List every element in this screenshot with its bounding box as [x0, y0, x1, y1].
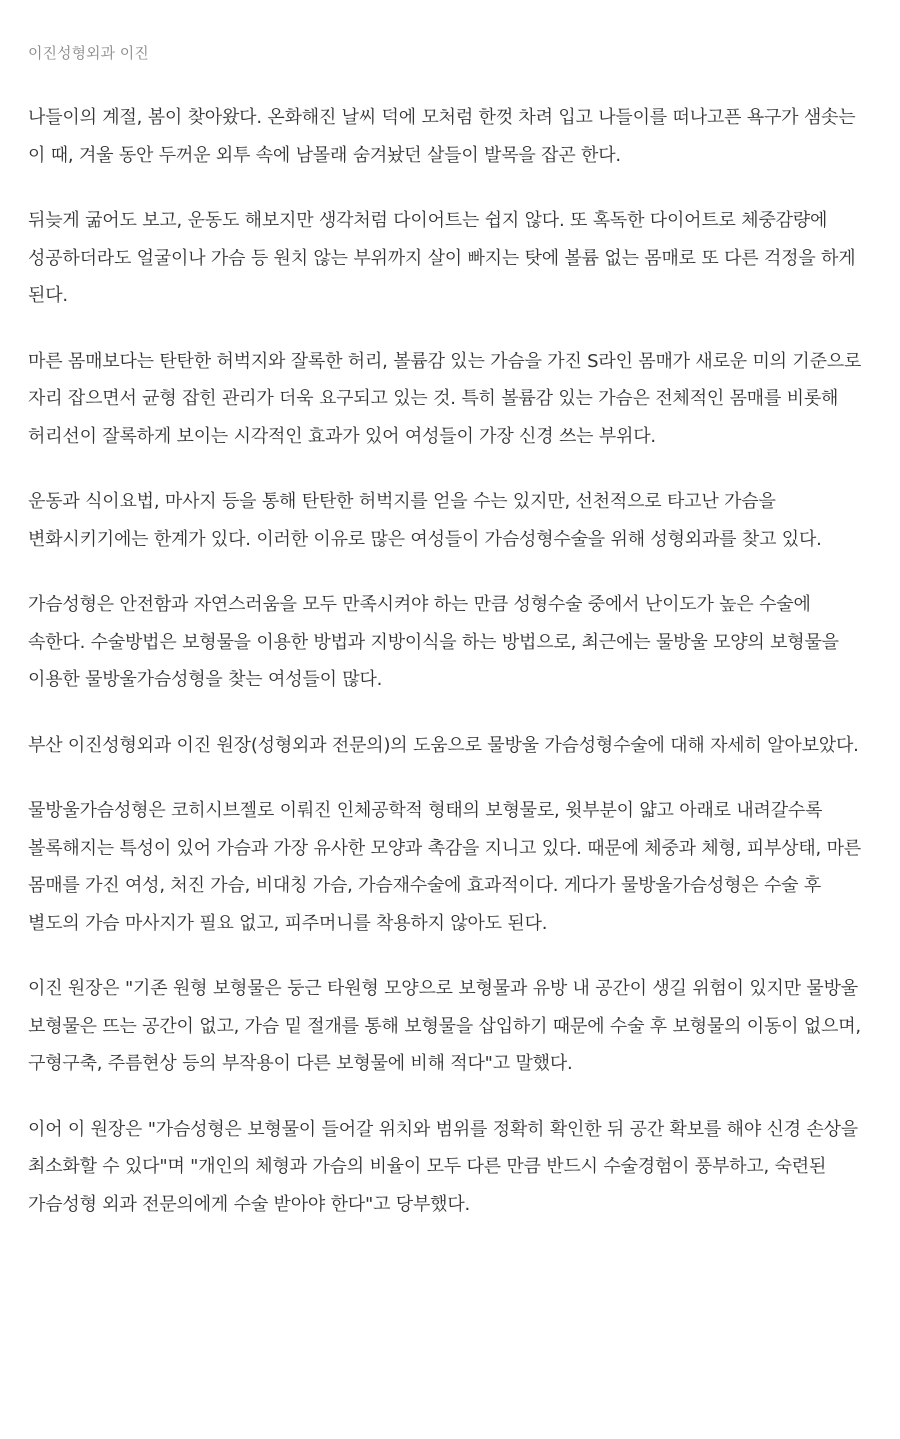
paragraph-6: 부산 이진성형외과 이진 원장(성형외과 전문의)의 도움으로 물방울 가슴성형수술에 대해 자세히 알아보았다. [28, 734, 859, 756]
paragraph-9: 이어 이 원장은 "가슴성형은 보형물이 들어갈 위치와 범위를 정확히 확인한 뒤 공간 확보를 해야 신경 손상을 최소화할 수 있다"며 "개인의 체형과 가슴의 비율이 모두 다른 만큼 반드시 수술경험이 풍부하고, 숙련된 가슴성형 외과 전문의에게 수술 받아야 한다"고 당부했다. [28, 1118, 858, 1215]
paragraph-2: 뒤늦게 굶어도 보고, 운동도 해보지만 생각처럼 다이어트는 쉽지 않다. 또 혹독한 다이어트로 체중감량에 성공하더라도 얼굴이나 가슴 등 원치 않는 부위까지 살이 빠지는 탓에 볼륨 없는 몸매로 또 다른 걱정을 하게 된다. [28, 210, 856, 306]
paragraph-8: 이진 원장은 "기존 원형 보형물은 둥근 타원형 모양으로 보형물과 유방 내 공간이 생길 위험이 있지만 물방울 보형물은 뜨는 공간이 없고, 가슴 밑 절개를 통해 보형물을 삽입하기 때문에 수술 후 보형물의 이동이 없으며, 구형구축, 주름현상 등의 부작용이 다른 보형물에 비해 적다"고 말했다. [28, 978, 861, 1074]
paragraph-4: 운동과 식이요법, 마사지 등을 통해 탄탄한 허벅지를 얻을 수는 있지만, 선천적으로 타고난 가슴을 변화시키기에는 한계가 있다. 이러한 이유로 많은 여성들이 가슴성형수술을 위해 성형외과를 찾고 있다. [28, 491, 822, 550]
article-body [28, 99, 868, 1251]
paragraph-3: 마른 몸매보다는 탄탄한 허벅지와 잘록한 허리, 볼륨감 있는 가슴을 가진 S라인 몸매가 새로운 미의 기준으로 자리 잡으면서 균형 잡힌 관리가 더욱 요구되고 있는 것. 특히 볼륨감 있는 가슴은 전체적인 몸매를 비롯해 허리선이 잘록하게 보이는 시각적인 효과가 있어 여성들이 가장 신경 쓰는 부위다. [28, 350, 862, 447]
article-byline: 이진성형외과 이진 [28, 44, 149, 62]
paragraph-7: 물방울가슴성형은 코히시브젤로 이뤄진 인체공학적 형태의 보형물로, 윗부분이 얇고 아래로 내려갈수록 볼록해지는 특성이 있어 가슴과 가장 유사한 모양과 촉감을 지니고 있다. 때문에 체중과 체형, 피부상태, 마른 몸매를 가진 여성, 처진 가슴, 비대칭 가슴, 가슴재수술에 효과적이다. 게다가 물방울가슴성형은 수술 후 별도의 가슴 마사지가 필요 없고, 피주머니를 착용하지 않아도 된다. [28, 800, 861, 934]
paragraph-1: 나들이의 계절, 봄이 찾아왔다. 온화해진 날씨 덕에 모처럼 한껏 차려 입고 나들이를 떠나고픈 욕구가 샘솟는 이 때, 겨울 동안 두꺼운 외투 속에 남몰래 숨겨놨던 살들이 발목을 잡곤 한다. [28, 107, 856, 166]
paragraph-5: 가슴성형은 안전함과 자연스러움을 모두 만족시켜야 하는 만큼 성형수술 중에서 난이도가 높은 수술에 속한다. 수술방법은 보형물을 이용한 방법과 지방이식을 하는 방법으로, 최근에는 물방울 모양의 보형물을 이용한 물방울가슴성형을 찾는 여성들이 많다. [28, 594, 839, 690]
